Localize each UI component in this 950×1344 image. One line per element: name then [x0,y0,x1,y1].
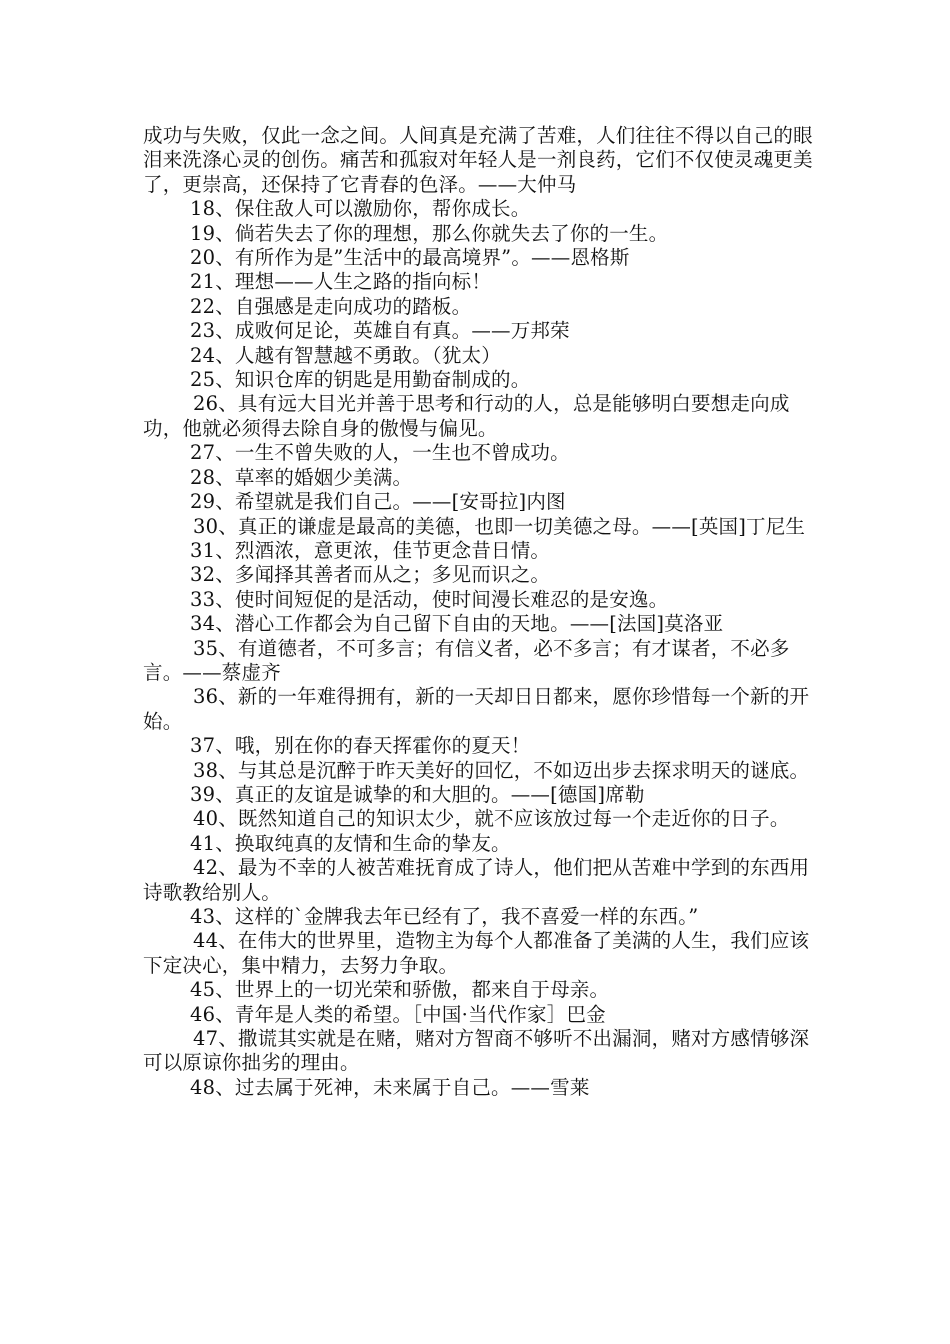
quote-24: 24、人越有智慧越不勇敢。（犹太） [190,343,501,367]
quote-37: 37、哦，别在你的春天挥霍你的夏天！ [190,734,531,758]
quote-19: 19、倘若失去了你的理想，那么你就失去了你的一生。 [190,221,669,245]
quote-25: 25、知识仓库的钥匙是用勤奋制成的。 [190,368,531,392]
quote-21: 21、理想——人生之路的指向标！ [190,270,492,294]
quote-29: 29、希望就是我们自己。——[安哥拉]内图 [190,490,566,514]
quote-26: 26、具有远大目光并善于思考和行动的人，总是能够明白要想走向成功，他就必须得去除自身的傲慢与偏见。 [143,392,790,440]
quote-46: 46、青年是人类的希望。［中国·当代作家］巴金 [190,1002,606,1026]
quote-34: 34、潜心工作都会为自己留下自由的天地。——[法国]莫洛亚 [190,612,724,636]
quote-31: 31、烈酒浓，意更浓，佳节更念昔日情。 [190,538,551,562]
quote-23: 23、成败何足论，英雄自有真。——万邦荣 [190,319,570,343]
quote-45: 45、世界上的一切光荣和骄傲，都来自于母亲。 [190,978,610,1002]
quote-42: 42、最为不幸的人被苦难抚育成了诗人，他们把从苦难中学到的东西用诗歌教给别人。 [143,856,810,904]
quote-33: 33、使时间短促的是活动，使时间漫长难忍的是安逸。 [190,587,669,611]
quote-30: 30、真正的谦虚是最高的美德，也即一切美德之母。——[英国]丁尼生 [193,514,806,538]
quote-28: 28、草率的婚姻少美满。 [190,465,413,489]
document-body [143,124,815,1100]
quote-35: 35、有道德者，不可多言；有信义者，必不多言；有才谋者，不必多言。——蔡虚齐 [143,636,790,684]
quote-43: 43、这样的`金牌我去年已经有了，我不喜爱一样的东西。” [190,905,699,928]
quote-18: 18、保住敌人可以激励你，帮你成长。 [190,197,531,221]
quote-41: 41、换取纯真的友情和生命的挚友。 [190,831,511,855]
quote-32: 32、多闻择其善者而从之；多见而识之。 [190,563,551,587]
paragraph-continuation: 成功与失败，仅此一念之间。人间真是充满了苦难，人们往往不得以自己的眼泪来洗涤心灵的创伤。痛苦和孤寂对年轻人是一剂良药，它们不仅使灵魂更美了，更崇高，还保持了它青春的色泽。——大仲马 [143,124,813,196]
quote-39: 39、真正的友谊是诚挚的和大胆的。——[德国]席勒 [190,782,645,806]
quote-44: 44、在伟大的世界里，造物主为每个人都准备了美满的人生，我们应该下定决心，集中精力，去努力争取。 [143,929,810,977]
quote-47: 47、撒谎其实就是在赌，赌对方智商不够听不出漏洞，赌对方感情够深可以原谅你拙劣的理由。 [143,1027,810,1075]
quote-22: 22、自强感是走向成功的踏板。 [190,294,472,318]
quote-38: 38、与其总是沉醉于昨天美好的回忆，不如迈出步去探求明天的谜底。 [193,758,810,782]
quote-36: 36、新的一年难得拥有，新的一天却日日都来，愿你珍惜每一个新的开始。 [143,685,810,733]
quote-40: 40、既然知道自己的知识太少，就不应该放过每一个走近你的日子。 [193,807,790,831]
quote-48: 48、过去属于死神，未来属于自己。——雪莱 [190,1075,590,1099]
quote-20: 20、有所作为是”生活中的最高境界”。——恩格斯 [190,246,630,270]
quote-27: 27、一生不曾失败的人，一生也不曾成功。 [190,441,570,465]
